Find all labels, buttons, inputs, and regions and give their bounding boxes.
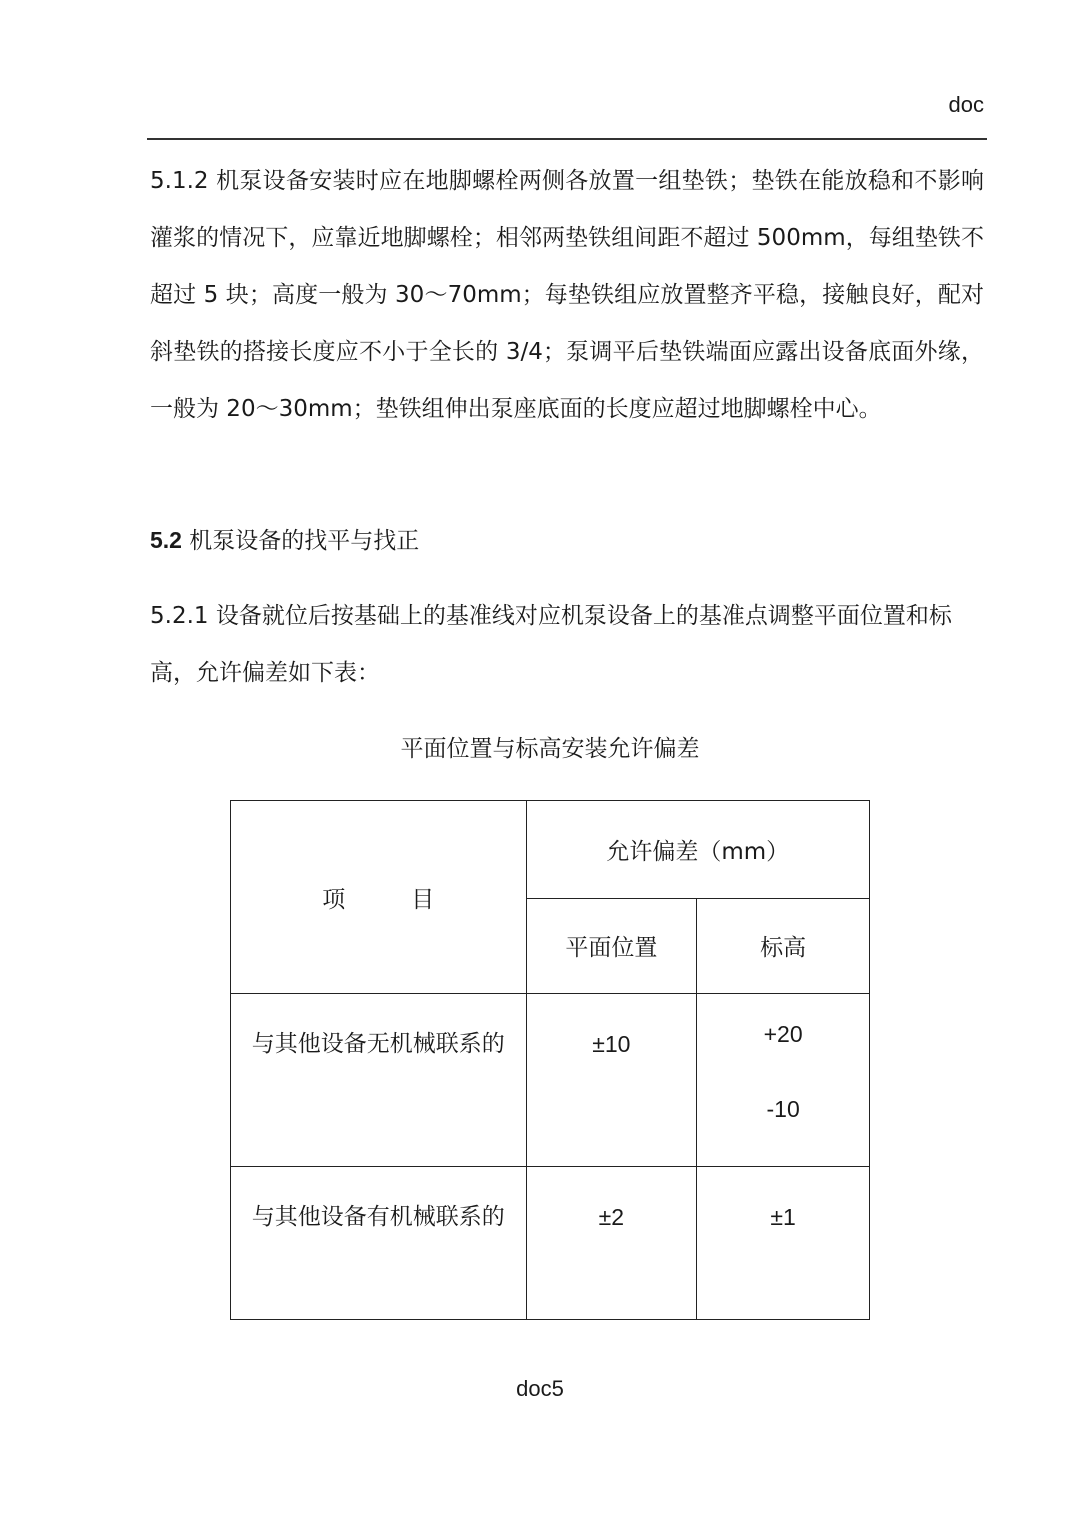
header-item-part2: 目 <box>411 886 435 913</box>
tolerance-table <box>230 800 870 1320</box>
table-row <box>231 994 870 1167</box>
page-header: doc <box>948 92 984 117</box>
row-plane-cell <box>526 1167 697 1320</box>
header-elevation: 标高 <box>697 898 870 994</box>
row-elevation-lower: -10 <box>766 1096 800 1122</box>
table-caption: 平面位置与标高安装允许偏差 <box>400 736 700 762</box>
table-row <box>231 1167 870 1320</box>
section-5-2-title: 机泵设备的找平与找正 <box>189 528 420 554</box>
section-5-2-number: 5.2 <box>150 527 182 553</box>
section-5-2-1-paragraph: 5.2.1 设备就位后按基础上的基准线对应机泵设备上的基准点调整平面位置和标高，允许偏差如下表： <box>150 603 952 686</box>
row-plane-cell <box>526 994 697 1167</box>
section-5-1-2-paragraph: 5.1.2 机泵设备安装时应在地脚螺栓两侧各放置一组垫铁；垫铁在能放稳和不影响灌浆的情况下，应靠近地脚螺栓；相邻两垫铁组间距不超过 500mm，每组垫铁不超过 5 块；高度一般为 30～70mm；每垫铁组应放置整齐平稳，接触良好，配对斜垫铁的搭接长度应不小于全长的 3/4；泵调平后垫铁端面应露出设备底面外缘，一般为 20～30mm；垫铁组伸出泵座底面的长度应超过地脚螺栓中心。 <box>150 168 984 422</box>
row-elevation-value: ±1 <box>770 1204 796 1230</box>
page-footer: doc5 <box>516 1376 564 1401</box>
row-elevation-upper: +20 <box>763 1021 803 1047</box>
section-5-2-heading <box>150 512 984 570</box>
row-item-text: 与其他设备无机械联系的 <box>251 1031 505 1057</box>
header-item <box>231 801 527 994</box>
row-elevation-cell <box>697 994 870 1167</box>
row-elevation-cell <box>697 1167 870 1320</box>
header-plane-position: 平面位置 <box>526 898 697 994</box>
header-item-part1: 项 <box>322 886 346 913</box>
header-divider <box>147 138 987 140</box>
row-plane-value: ±10 <box>592 1031 631 1057</box>
row-item-cell <box>231 994 527 1167</box>
header-allowed-deviation: 允许偏差（mm） <box>526 801 869 899</box>
row-item-cell <box>231 1167 527 1320</box>
row-item-text: 与其他设备有机械联系的 <box>251 1204 505 1230</box>
row-plane-value: ±2 <box>598 1204 625 1230</box>
